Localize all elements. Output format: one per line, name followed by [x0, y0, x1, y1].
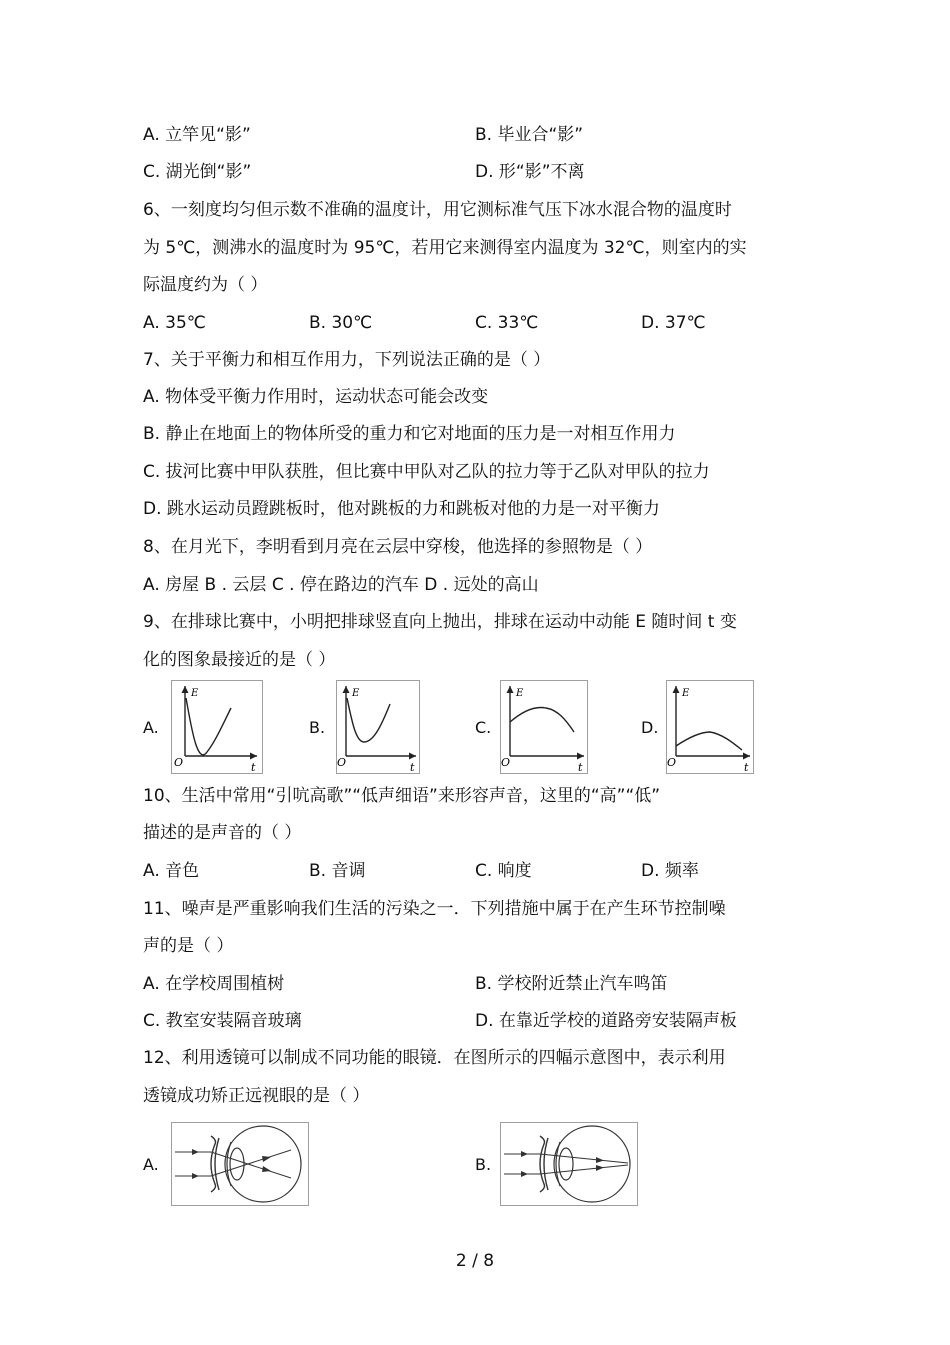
q9-stem-line2: 化的图象最接近的是（ ）	[143, 650, 336, 670]
q9-graph-d	[666, 680, 754, 774]
q5-option-d: D. 形“影”不离	[475, 162, 585, 182]
q9-label-d: D.	[641, 718, 659, 737]
q12-stem-line1: 12、利用透镜可以制成不同功能的眼镜．在图所示的四幅示意图中，表示利用	[143, 1048, 726, 1068]
q8-stem: 8、在月光下，李明看到月亮在云层中穿梭，他选择的参照物是（ ）	[143, 537, 653, 557]
q11-option-c: C. 教室安装隔音玻璃	[143, 1011, 302, 1031]
q9-graph-a-xlabel: t	[251, 761, 256, 774]
q11-stem-line2: 声的是（ ）	[143, 936, 234, 956]
q11-option-b: B. 学校附近禁止汽车鸣笛	[475, 974, 668, 994]
q9-graph-b	[336, 680, 420, 774]
q9-graph-d-ylabel: E	[682, 688, 690, 699]
q12-eye-diagram-a	[171, 1122, 309, 1206]
q9-label-a: A.	[143, 718, 159, 737]
q12-label-b: B.	[475, 1155, 492, 1174]
q10-stem-line1: 10、生活中常用“引吭高歌”“低声细语”来形容声音，这里的“高”“低”	[143, 786, 661, 806]
q10-option-c: C. 响度	[475, 861, 532, 881]
q5-option-c: C. 湖光倒“影”	[143, 162, 252, 182]
q10-stem-line2: 描述的是声音的（ ）	[143, 823, 302, 843]
q9-graph-d-xlabel: t	[744, 761, 749, 774]
q9-label-b: B.	[309, 718, 326, 737]
q6-stem-line2: 为 5℃，测沸水的温度时为 95℃，若用它来测得室内温度为 32℃，则室内的实	[143, 238, 747, 258]
q7-stem: 7、关于平衡力和相互作用力，下列说法正确的是（ ）	[143, 350, 551, 370]
q7-option-a: A. 物体受平衡力作用时，运动状态可能会改变	[143, 387, 489, 407]
q9-label-c: C.	[475, 718, 492, 737]
q9-graph-a	[171, 680, 263, 774]
q9-graph-b-origin: O	[337, 756, 347, 769]
q10-option-b: B. 音调	[309, 861, 366, 881]
q9-graph-c-ylabel: E	[516, 688, 524, 699]
q12-eye-diagram-b	[500, 1122, 638, 1206]
q12-label-a: A.	[143, 1155, 159, 1174]
q5-option-b: B. 毕业合“影”	[475, 125, 584, 145]
q7-option-c: C. 拔河比赛中甲队获胜，但比赛中甲队对乙队的拉力等于乙队对甲队的拉力	[143, 462, 710, 482]
q6-stem-line3: 际温度约为（ ）	[143, 275, 268, 295]
q9-graph-c-xlabel: t	[578, 761, 583, 774]
q8-options: A. 房屋 B . 云层 C . 停在路边的汽车 D . 远处的高山	[143, 575, 539, 595]
q10-option-a: A. 音色	[143, 861, 200, 881]
q6-option-a: A. 35℃	[143, 313, 206, 333]
q9-graph-d-origin: O	[667, 756, 677, 769]
q9-graph-b-ylabel: E	[352, 688, 360, 699]
q12-stem-line2: 透镜成功矫正远视眼的是（ ）	[143, 1086, 370, 1106]
q9-stem-line1: 9、在排球比赛中，小明把排球竖直向上抛出，排球在运动中动能 E 随时间 t 变	[143, 612, 737, 632]
q9-graph-b-xlabel: t	[410, 761, 415, 774]
q9-graph-c-origin: O	[501, 756, 511, 769]
q9-graph-a-origin: O	[174, 756, 184, 769]
q10-option-d: D. 频率	[641, 861, 699, 881]
q6-stem-line1: 6、一刻度均匀但示数不准确的温度计，用它测标准气压下冰水混合物的温度时	[143, 200, 732, 220]
q11-stem-line1: 11、噪声是严重影响我们生活的污染之一．下列措施中属于在产生环节控制噪	[143, 899, 726, 919]
q11-option-d: D. 在靠近学校的道路旁安装隔声板	[475, 1011, 737, 1031]
page-number: 2 / 8	[455, 1251, 495, 1271]
q9-graph-c	[500, 680, 588, 774]
q9-graph-a-ylabel: E	[191, 688, 199, 699]
q6-option-b: B. 30℃	[309, 313, 373, 333]
q7-option-d: D. 跳水运动员蹬跳板时，他对跳板的力和跳板对他的力是一对平衡力	[143, 499, 660, 519]
q6-option-d: D. 37℃	[641, 313, 706, 333]
q5-option-a: A. 立竿见“影”	[143, 125, 251, 145]
q11-option-a: A. 在学校周围植树	[143, 974, 285, 994]
q7-option-b: B. 静止在地面上的物体所受的重力和它对地面的压力是一对相互作用力	[143, 424, 676, 444]
q6-option-c: C. 33℃	[475, 313, 539, 333]
